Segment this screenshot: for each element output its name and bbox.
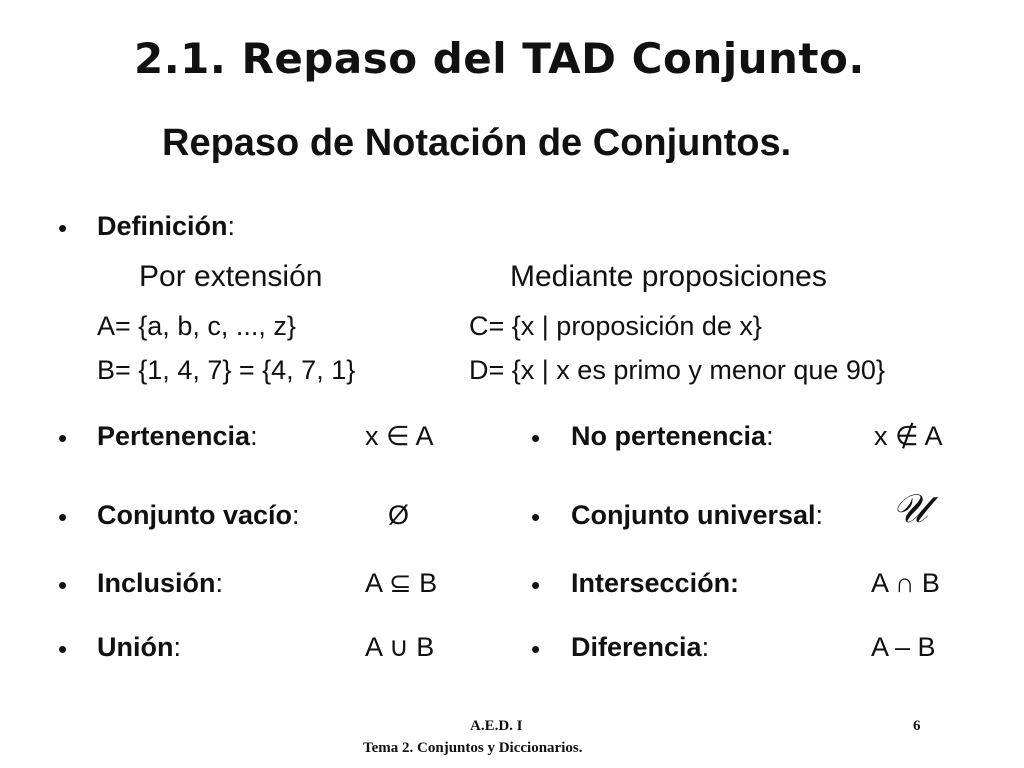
item-label: Conjunto vacío bbox=[97, 500, 292, 530]
item-label: Inclusión bbox=[97, 568, 216, 598]
footer-course: A.E.D. I bbox=[470, 718, 523, 734]
item-label: Pertenencia bbox=[97, 421, 251, 451]
bullet-dot: • bbox=[58, 634, 68, 664]
union-symbol: A ∪ B bbox=[365, 632, 435, 662]
item-universal-set bbox=[571, 500, 823, 531]
membership-symbol: x ∈ A bbox=[365, 421, 434, 451]
item-colon: : bbox=[701, 632, 710, 662]
definition-colon: : bbox=[227, 211, 236, 241]
item-label: Unión bbox=[97, 632, 174, 662]
bullet-dot: • bbox=[58, 570, 68, 600]
extension-header: Por extensión bbox=[139, 260, 323, 293]
proposition-example-d: D= {x | x es primo y menor que 90} bbox=[469, 355, 885, 385]
extension-example-a: A= {a, b, c, ..., z} bbox=[97, 311, 296, 341]
item-intersection bbox=[571, 568, 739, 599]
definition-heading bbox=[97, 211, 235, 242]
item-colon: : bbox=[173, 632, 181, 662]
footer-topic: Tema 2. Conjuntos y Diccionarios. bbox=[363, 740, 583, 756]
item-inclusion bbox=[97, 568, 223, 599]
bullet-dot: • bbox=[58, 423, 68, 453]
item-colon: : bbox=[292, 500, 300, 530]
page-number: 6 bbox=[913, 718, 921, 734]
inclusion-symbol: A ⊆ B bbox=[365, 568, 438, 598]
extension-example-b: B= {1, 4, 7} = {4, 7, 1} bbox=[97, 355, 356, 385]
item-union bbox=[97, 632, 181, 663]
definition-label: Definición bbox=[97, 211, 228, 241]
item-colon: : bbox=[250, 421, 258, 451]
item-difference bbox=[571, 632, 709, 663]
proposition-example-c: C= {x | proposición de x} bbox=[469, 311, 762, 341]
item-empty-set bbox=[97, 500, 300, 531]
intersection-symbol: A ∩ B bbox=[871, 568, 940, 598]
difference-symbol: A – B bbox=[871, 632, 936, 662]
bullet-dot: • bbox=[58, 502, 68, 532]
item-label: No pertenencia bbox=[571, 421, 767, 451]
item-membership bbox=[97, 421, 258, 452]
item-colon: : bbox=[215, 568, 224, 598]
non-membership-symbol: x ∉ A bbox=[874, 421, 943, 451]
propositions-header: Mediante proposiciones bbox=[510, 260, 827, 293]
bullet-dot: • bbox=[531, 634, 541, 664]
slide-subtitle: Repaso de Notación de Conjuntos. bbox=[162, 122, 792, 164]
empty-set-symbol: Ø bbox=[388, 500, 410, 530]
bullet-dot: • bbox=[531, 423, 541, 453]
item-colon: : bbox=[766, 421, 774, 451]
bullet-dot: • bbox=[58, 213, 68, 243]
item-colon: : bbox=[815, 500, 824, 530]
slide-title: 2.1. Repaso del TAD Conjunto. bbox=[134, 34, 865, 83]
universal-set-symbol: 𝒰 bbox=[892, 486, 928, 532]
bullet-dot: • bbox=[531, 502, 541, 532]
item-label: Intersección: bbox=[571, 568, 740, 598]
item-label: Conjunto universal bbox=[571, 500, 816, 530]
item-label: Diferencia bbox=[571, 632, 702, 662]
bullet-dot: • bbox=[531, 570, 541, 600]
item-non-membership bbox=[571, 421, 774, 452]
